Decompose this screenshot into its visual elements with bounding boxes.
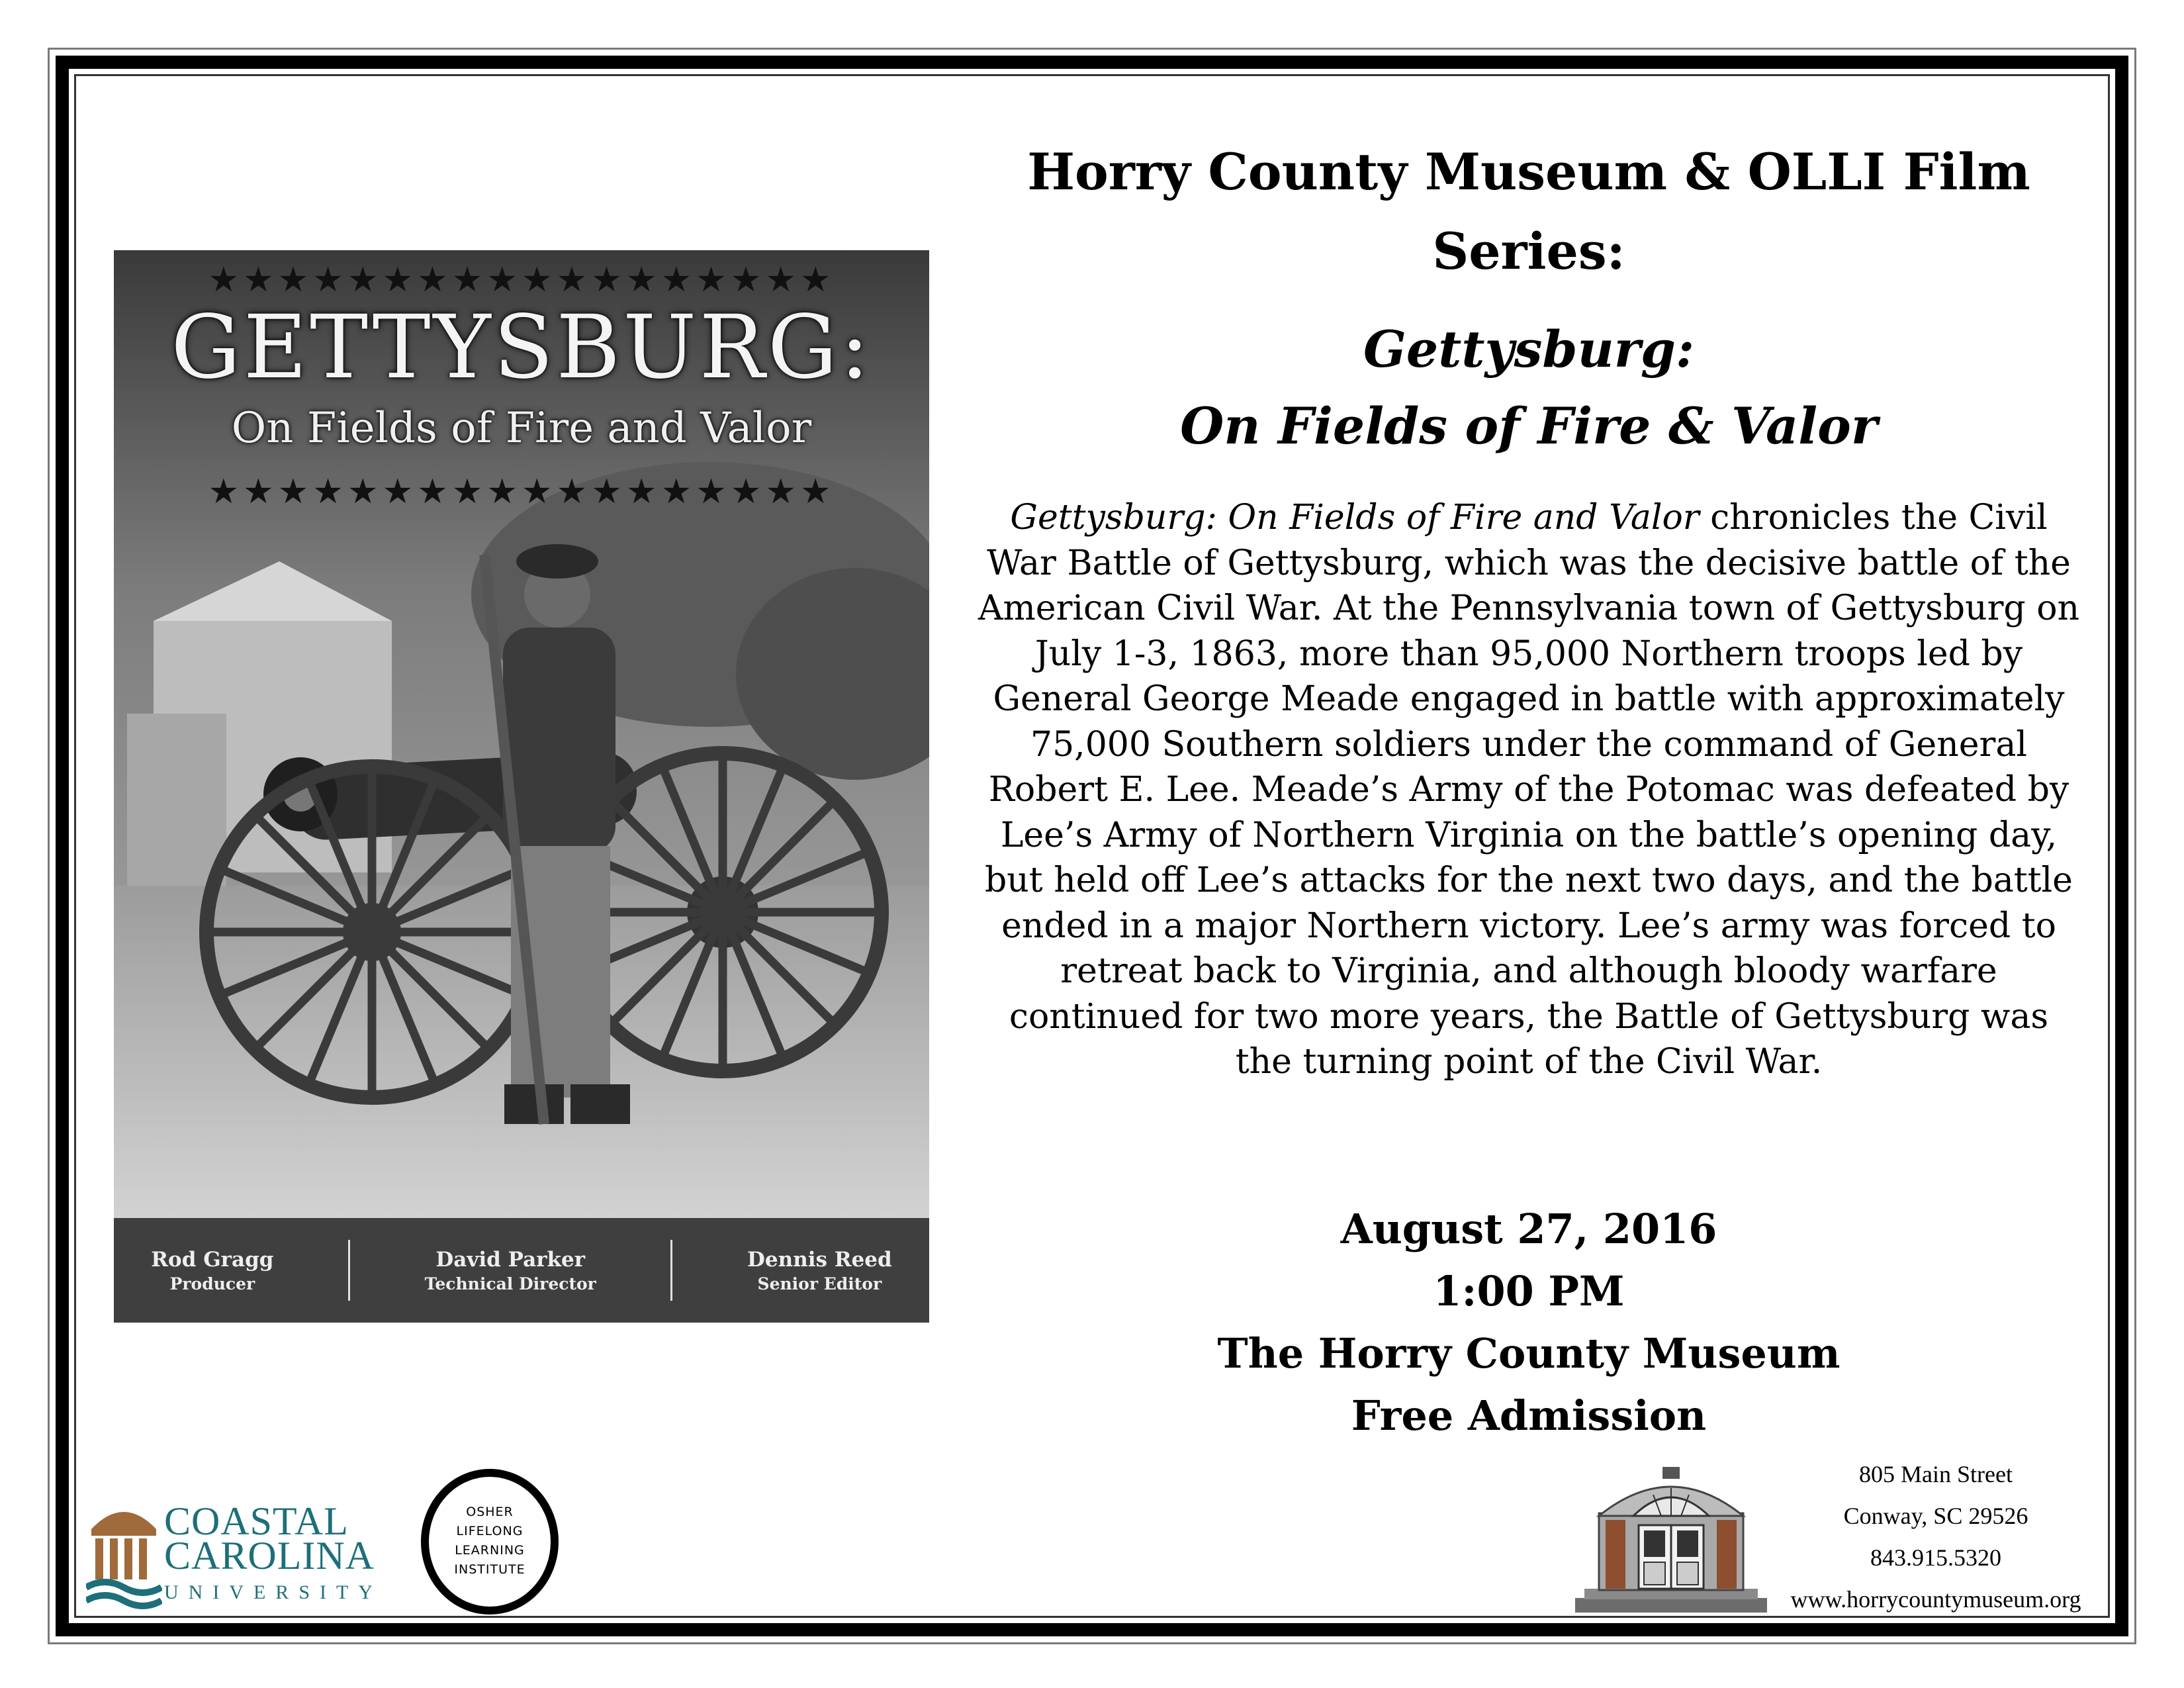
event-admission: Free Admission: [1351, 1391, 1707, 1440]
olli-line4: INSTITUTE: [454, 1562, 525, 1577]
ccu-line3: UNIVERSITY: [164, 1581, 383, 1603]
coastal-carolina-logo: [86, 1497, 383, 1617]
olli-logo: [420, 1468, 560, 1615]
ccu-wordmark: [164, 1499, 383, 1610]
credit-role: Senior Editor: [757, 1274, 882, 1293]
event-date: August 27, 2016: [1340, 1205, 1717, 1253]
olli-wordmark: [420, 1503, 560, 1579]
ccu-columns-icon: [86, 1497, 162, 1610]
poster-subtitle: On Fields of Fire and Valor: [231, 404, 812, 453]
address-phone: 843.915.5320: [1870, 1544, 2001, 1571]
svg-text:★★★★★★★★★★★★★★★★★★: ★★★★★★★★★★★★★★★★★★: [208, 260, 835, 300]
credit-name: Rod Gragg: [151, 1247, 274, 1272]
poster-title: GETTYSBURG:: [171, 297, 872, 399]
film-title-line2: On Fields of Fire & Valor: [1180, 397, 1878, 455]
description-film-title: Gettysburg: On Fields of Fire and Valor: [1010, 498, 1700, 538]
olli-line2: LIFELONG: [456, 1524, 523, 1538]
film-poster: [114, 250, 929, 1323]
poster-credits: [114, 1218, 929, 1323]
credit-name: Dennis Reed: [747, 1247, 892, 1272]
svg-text:★★★★★★★★★★★★★★★★★★: ★★★★★★★★★★★★★★★★★★: [208, 472, 835, 512]
olli-line1: OSHER: [466, 1505, 514, 1519]
credit-producer: [151, 1248, 273, 1293]
address-street: 805 Main Street: [1859, 1461, 2013, 1487]
credit-divider: [348, 1240, 350, 1301]
event-time: 1:00 PM: [1433, 1267, 1625, 1315]
series-title: [966, 132, 2091, 291]
address-website[interactable]: www.horrycountymuseum.org: [1790, 1586, 2081, 1613]
description-body: chronicles the Civil War Battle of Gettysburg, which was the decisive battle of the American Civil War. At the Pennsylvania town of Gettysburg on July 1-3, 1863, more than 95,000 Northern troops led by General George Meade engaged in battle with approximately 75,000 Southern soldiers under the command of General Robert E. Lee. Meade’s Army of the Potomac was defeated by Lee’s Army of Northern Virginia on the battle’s opening day, but held off Lee’s attacks for the next two days, and the battle ended in a major Northern victory. Lee’s army was forced to retreat back to Virginia, and although bloody warfare continued for two more years, the Battle of Gettysburg was the turning point of the Civil War.: [978, 498, 2080, 1082]
credit-name: David Parker: [435, 1247, 586, 1272]
film-title-line1: Gettysburg:: [1363, 320, 1695, 379]
museum-building-icon: [1575, 1462, 1767, 1614]
address-city: Conway, SC 29526: [1843, 1503, 2028, 1529]
event-details: [966, 1198, 2091, 1447]
series-title-line1: Horry County Museum & OLLI Film: [1027, 142, 2030, 201]
credit-technical-director: [425, 1248, 596, 1293]
event-venue: The Horry County Museum: [1217, 1329, 1841, 1378]
credit-role: Producer: [169, 1274, 255, 1293]
film-title: [966, 311, 2091, 465]
ccu-line2: CAROLINA: [164, 1534, 375, 1577]
series-title-line2: Series:: [1432, 222, 1625, 281]
credit-divider: [670, 1240, 672, 1301]
credit-senior-editor: [747, 1248, 892, 1293]
museum-address: [1751, 1454, 2121, 1620]
credit-role: Technical Director: [424, 1274, 596, 1293]
film-description: [976, 495, 2081, 1085]
olli-line3: LEARNING: [455, 1543, 525, 1558]
ccu-line1: COASTAL: [164, 1499, 349, 1543]
